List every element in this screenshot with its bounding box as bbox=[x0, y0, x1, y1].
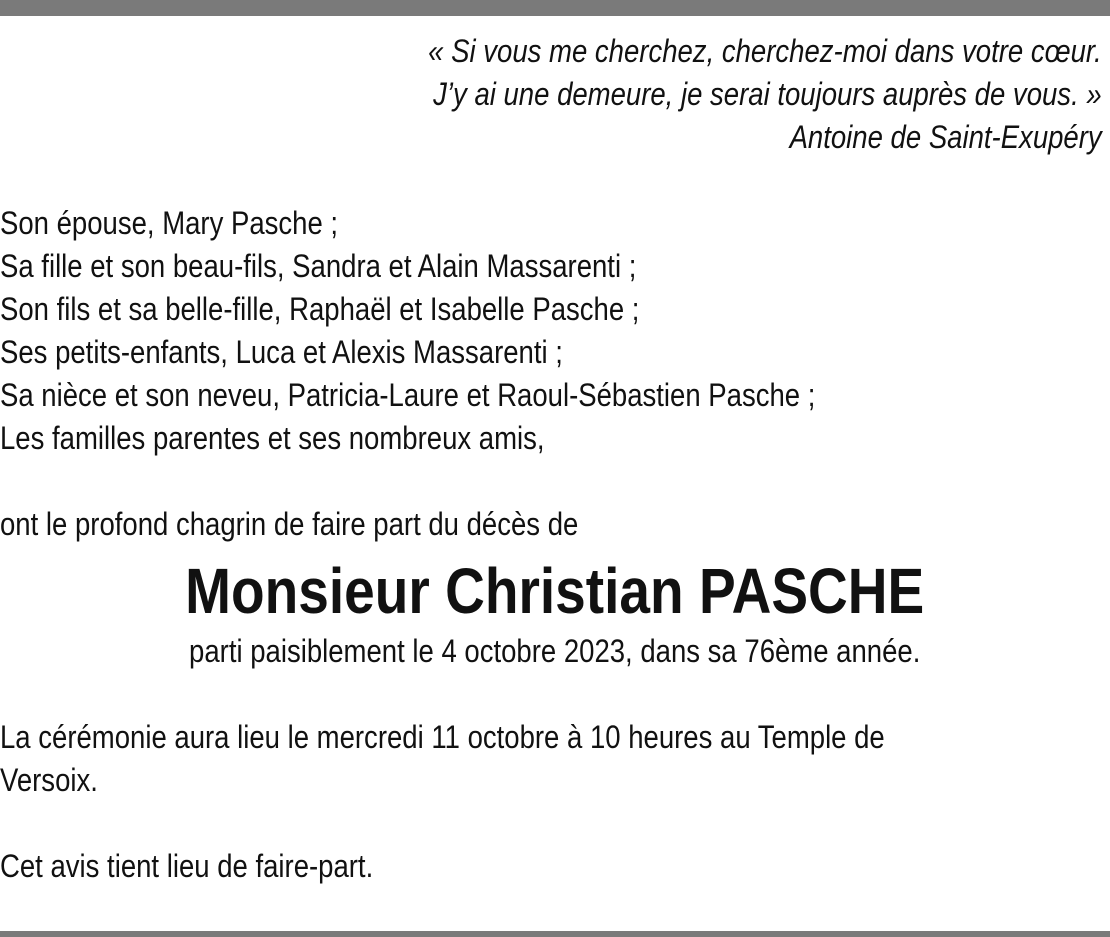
ceremony-info bbox=[0, 716, 948, 802]
family-line: Les familles parentes et ses nombreux amis, bbox=[0, 420, 545, 456]
announcement-text: ont le profond chagrin de faire part du décès de bbox=[0, 506, 579, 542]
family-line: Sa nièce et son neveu, Patricia-Laure et Raoul-Sébastien Pasche ; bbox=[0, 377, 816, 413]
family-line: Ses petits-enfants, Luca et Alexis Massarenti ; bbox=[0, 334, 563, 370]
quote-author: Antoine de Saint-Exupéry bbox=[789, 119, 1102, 155]
family-line: Son épouse, Mary Pasche ; bbox=[0, 205, 339, 241]
family-line: Son fils et sa belle-fille, Raphaël et Isabelle Pasche ; bbox=[0, 291, 640, 327]
quote-line-2: J’y ai une demeure, je serai toujours auprès de vous. » bbox=[433, 76, 1102, 112]
family-list bbox=[0, 202, 948, 460]
epigraph-quote bbox=[0, 30, 1102, 159]
quote-line-1: « Si vous me cherchez, cherchez-moi dans votre cœur. bbox=[428, 33, 1102, 69]
death-date-line: parti paisiblement le 4 octobre 2023, dans sa 76ème année. bbox=[189, 633, 921, 669]
closing-note: Cet avis tient lieu de faire-part. bbox=[0, 848, 374, 884]
ceremony-line-2: Versoix. bbox=[0, 762, 98, 798]
family-line: Sa fille et son beau-fils, Sandra et Alain Massarenti ; bbox=[0, 248, 637, 284]
ceremony-line-1: La cérémonie aura lieu le mercredi 11 octobre à 10 heures au Temple de bbox=[0, 719, 885, 755]
bottom-border-rule bbox=[0, 931, 1110, 937]
notice-body bbox=[0, 30, 1102, 888]
deceased-name: Monsieur Christian PASCHE bbox=[185, 555, 925, 627]
